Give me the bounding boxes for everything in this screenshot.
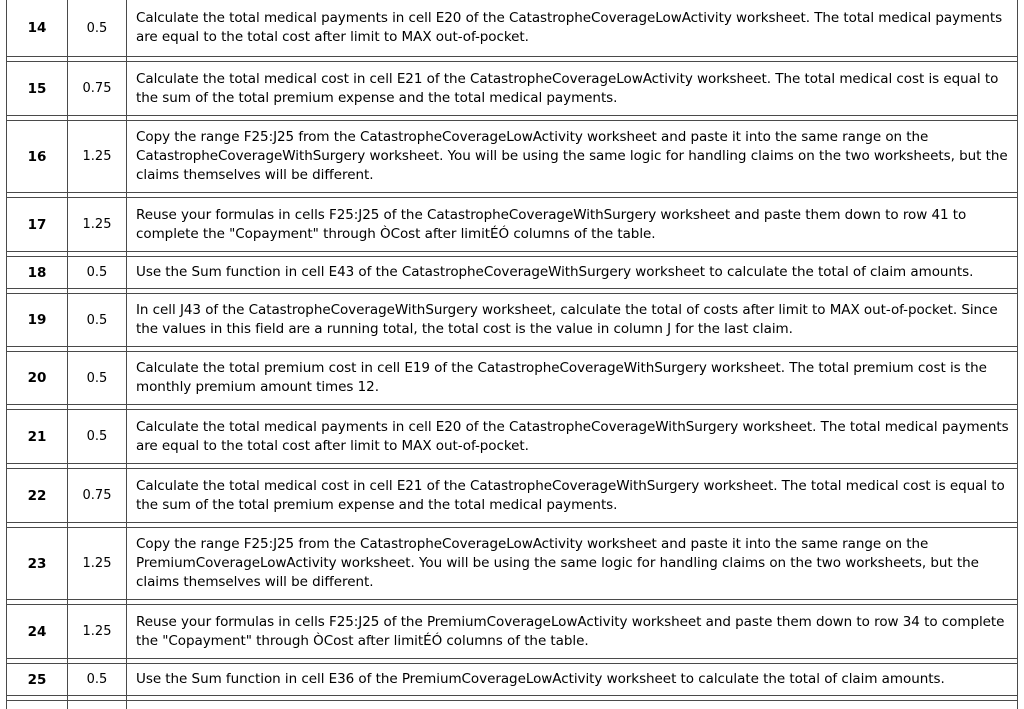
step-points: 0.5 (68, 257, 127, 289)
step-number: 18 (7, 257, 68, 289)
step-number: 21 (7, 410, 68, 464)
step-points: 0.5 (68, 294, 127, 347)
step-number: 22 (7, 469, 68, 523)
step-description: Calculate the total medical payments in cell E20 of the CatastropheCoverageWithSurgery worksheet. The total medical payments are equal to the total cost after limit to MAX out-of-pocket. (127, 410, 1018, 464)
table-row (7, 0, 1018, 57)
table-row (7, 664, 1018, 696)
step-points: 0.5 (68, 410, 127, 464)
table-row (7, 352, 1018, 405)
table-row (7, 528, 1018, 600)
step-description: Calculate the total premium cost in cell E19 of the CatastropheCoverageWithSurgery worksheet. The total premium cost is the monthly premium amount times 12. (127, 352, 1018, 405)
step-description: Reuse your formulas in cells F25:J25 of the PremiumCoverageLowActivity worksheet and paste them down to row 34 to complete the "Copayment" through ÒCost after limitÉÓ columns of the table. (127, 605, 1018, 659)
table-row (7, 121, 1018, 193)
step-description: Copy the range F25:J25 from the CatastropheCoverageLowActivity worksheet and paste it into the same range on the CatastropheCoverageWithSurgery worksheet. You will be using the same logic for handling claims on the two worksheets, but the claims themselves will be different. (127, 121, 1018, 193)
step-description: Use the Sum function in cell E43 of the CatastropheCoverageWithSurgery worksheet to calculate the total of claim amounts. (127, 257, 1018, 289)
step-points: 1.25 (68, 528, 127, 600)
step-number: 23 (7, 528, 68, 600)
table-row (7, 410, 1018, 464)
step-points: 1.25 (68, 121, 127, 193)
step-points: 0.5 (68, 0, 127, 57)
step-number: 17 (7, 198, 68, 252)
step-description: Copy the range F25:J25 from the CatastropheCoverageLowActivity worksheet and paste it into the same range on the PremiumCoverageLowActivity worksheet. You will be using the same logic for handling claims on the two worksheets, but the claims themselves will be different. (127, 528, 1018, 600)
step-number: 15 (7, 62, 68, 116)
step-description: Reuse your formulas in cells F25:J25 of the CatastropheCoverageWithSurgery worksheet and paste them down to row 41 to complete the "Copayment" through ÒCost after limitÉÓ columns of the table. (127, 198, 1018, 252)
table-row (7, 605, 1018, 659)
table-row (7, 257, 1018, 289)
step-number: 24 (7, 605, 68, 659)
step-points: 0.5 (68, 352, 127, 405)
step-description: In cell J43 of the CatastropheCoverageWithSurgery worksheet, calculate the total of costs after limit to MAX out-of-pocket. Since the values in this field are a running total, the total cost is the value in column J for the last claim. (127, 294, 1018, 347)
step-description: Calculate the total medical payments in cell E20 of the CatastropheCoverageLowActivity worksheet. The total medical payments are equal to the total cost after limit to MAX out-of-pocket. (127, 0, 1018, 57)
step-points: 0.75 (68, 469, 127, 523)
table-row (7, 62, 1018, 116)
table-row (7, 198, 1018, 252)
step-number: 25 (7, 664, 68, 696)
step-number: 14 (7, 0, 68, 57)
step-points: 1.25 (68, 198, 127, 252)
step-description: Calculate the total medical cost in cell E21 of the CatastropheCoverageLowActivity worksheet. The total medical cost is equal to the sum of the total premium expense and the total medical payments. (127, 62, 1018, 116)
step-points: 0.75 (68, 62, 127, 116)
table-row (7, 294, 1018, 347)
step-points: 1.25 (68, 605, 127, 659)
table-row-partial (7, 701, 1018, 709)
instructions-table (6, 0, 1018, 709)
table-row (7, 469, 1018, 523)
step-description: Calculate the total medical cost in cell E21 of the CatastropheCoverageWithSurgery worksheet. The total medical cost is equal to the sum of the total premium expense and the total medical payments. (127, 469, 1018, 523)
step-number: 19 (7, 294, 68, 347)
step-description: Use the Sum function in cell E36 of the PremiumCoverageLowActivity worksheet to calculate the total of claim amounts. (127, 664, 1018, 696)
step-points: 0.5 (68, 664, 127, 696)
step-number: 16 (7, 121, 68, 193)
step-number: 20 (7, 352, 68, 405)
